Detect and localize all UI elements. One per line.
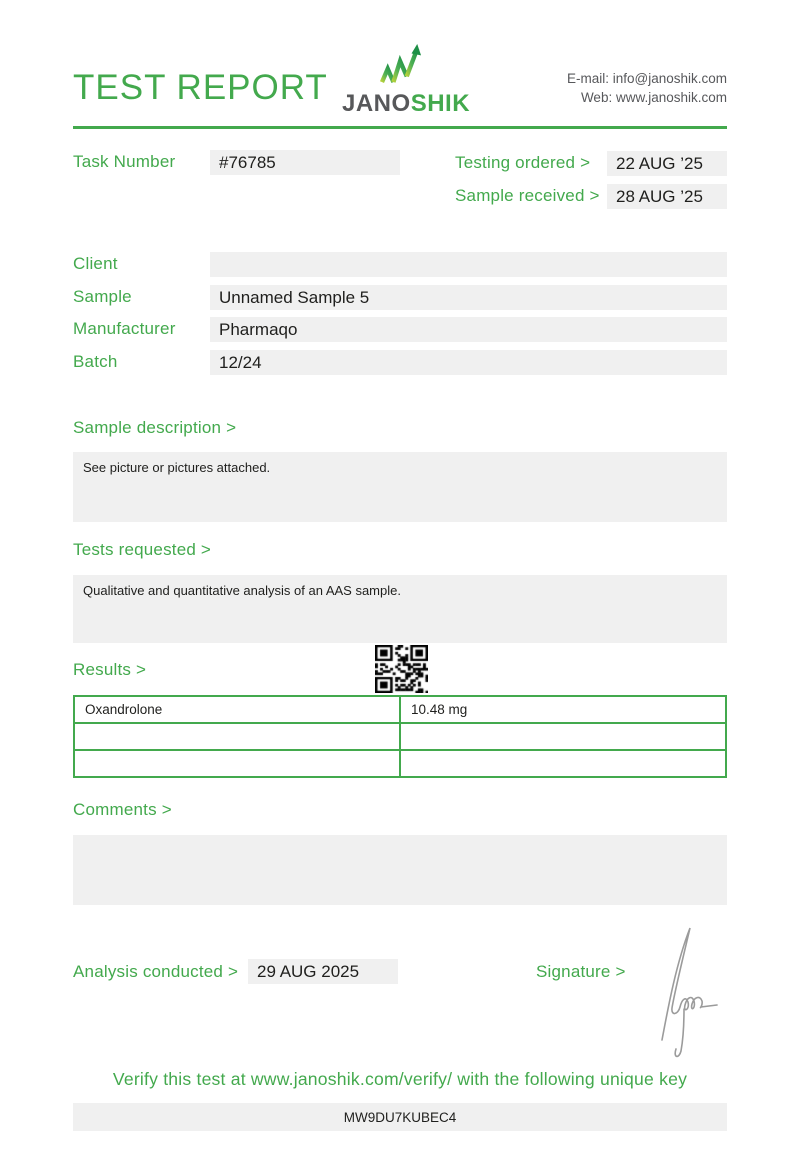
logo-wordmark: JANOSHIK <box>342 90 471 117</box>
batch-label: Batch <box>73 352 118 371</box>
sample-label: Sample <box>73 287 132 306</box>
batch-value: 12/24 <box>210 350 727 375</box>
table-row <box>74 723 726 750</box>
comments-heading: Comments > <box>73 800 172 819</box>
task-number-value: #76785 <box>210 150 400 175</box>
client-label: Client <box>73 254 118 273</box>
unique-key-value: MW9DU7KUBEC4 <box>73 1103 727 1131</box>
verify-instruction: Verify this test at www.janoshik.com/verify/ with the following unique key <box>112 1069 688 1089</box>
growth-chart-icon <box>370 71 434 88</box>
amount-cell <box>400 723 726 750</box>
task-number-label: Task Number <box>73 152 176 171</box>
manufacturer-label: Manufacturer <box>73 319 176 338</box>
testing-ordered-date: 22 AUG ’25 <box>607 151 727 176</box>
substance-cell <box>74 723 400 750</box>
manufacturer-value: Pharmaqo <box>210 317 727 342</box>
sample-received-label: Sample received > <box>455 186 600 205</box>
amount-cell <box>400 750 726 777</box>
tests-requested-heading: Tests requested > <box>73 540 212 559</box>
results-table <box>73 695 727 778</box>
testing-ordered-label: Testing ordered > <box>455 153 591 172</box>
signature-label: Signature > <box>536 962 626 981</box>
web-line: Web: www.janoshik.com <box>580 90 727 105</box>
email-line: E-mail: info@janoshik.com <box>566 71 727 86</box>
janoshik-logo <box>342 44 471 118</box>
page-title: TEST REPORT <box>73 68 328 107</box>
analysis-conducted-label: Analysis conducted > <box>73 962 239 981</box>
sample-received-date: 28 AUG ’25 <box>607 184 727 209</box>
substance-cell: Oxandrolone <box>74 696 400 723</box>
client-value <box>210 252 727 277</box>
contact-info <box>567 69 727 107</box>
sample-value: Unnamed Sample 5 <box>210 285 727 310</box>
sample-description-heading: Sample description > <box>73 418 237 437</box>
substance-cell <box>74 750 400 777</box>
tests-requested-box: Qualitative and quantitative analysis of an AAS sample. <box>73 575 727 643</box>
amount-cell: 10.48 mg <box>400 696 726 723</box>
qr-code <box>375 645 428 693</box>
sample-description-box: See picture or pictures attached. <box>73 452 727 522</box>
comments-box <box>73 835 727 905</box>
table-row <box>74 696 726 723</box>
table-row <box>74 750 726 777</box>
analysis-date-value: 29 AUG 2025 <box>248 959 398 984</box>
signature-image <box>638 912 728 1067</box>
header-divider <box>73 126 727 129</box>
results-heading: Results > <box>73 660 147 679</box>
